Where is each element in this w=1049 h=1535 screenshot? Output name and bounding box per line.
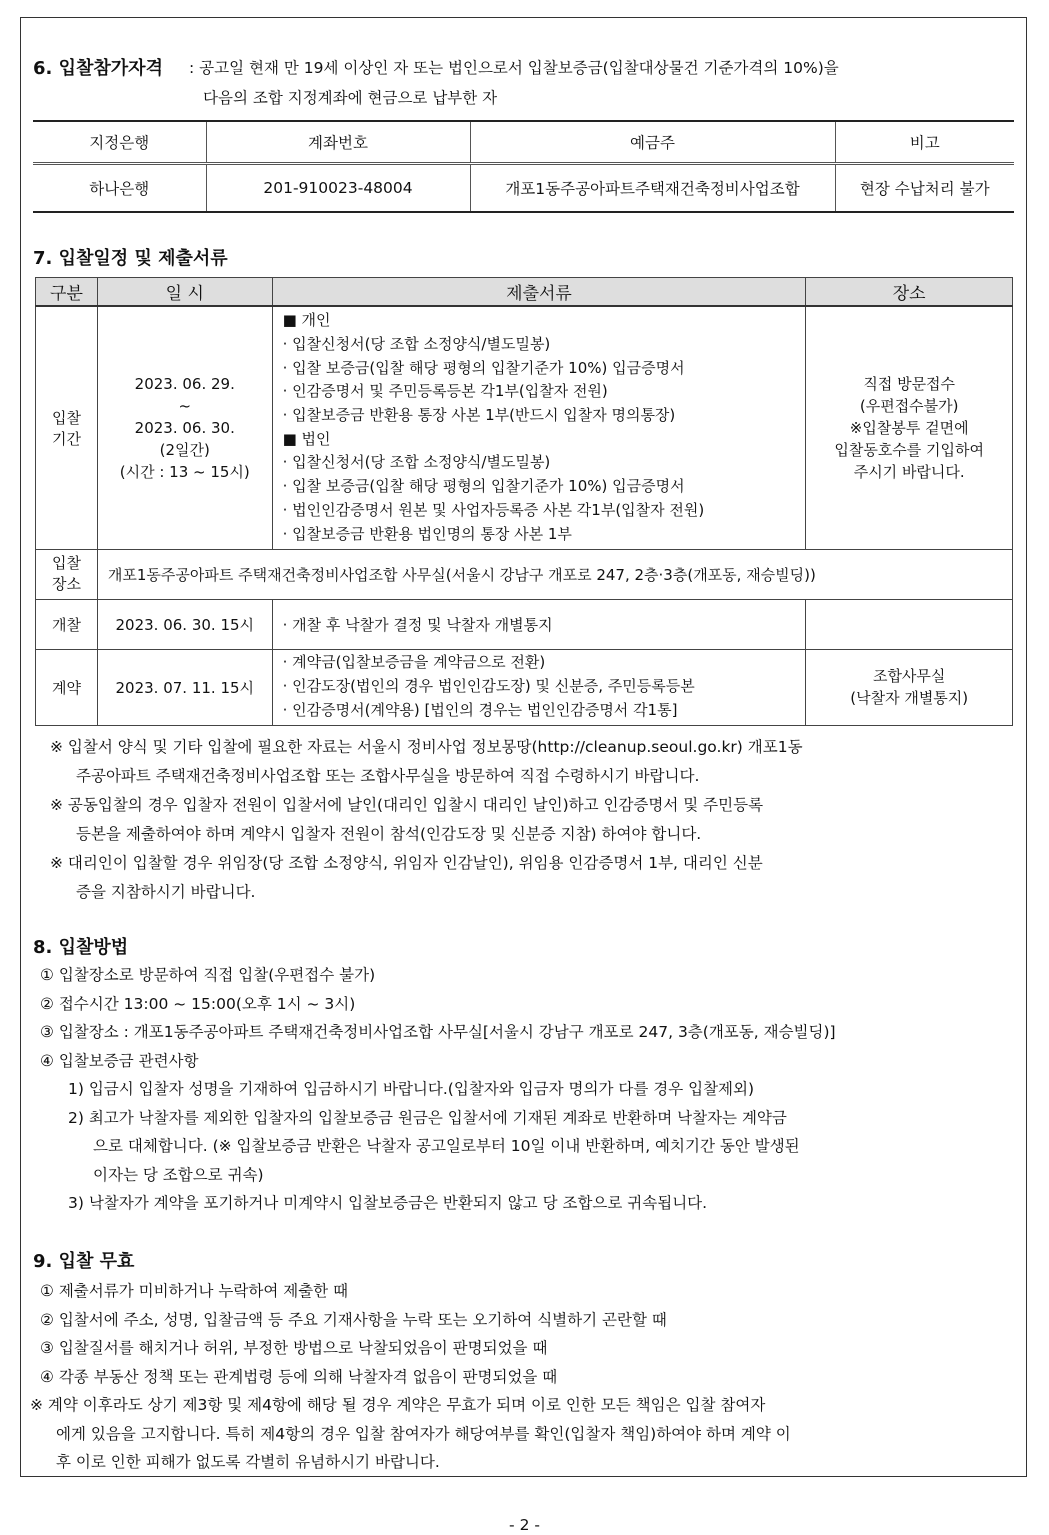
- bank-account-table: [33, 120, 1014, 213]
- invalid-item-1: ① 제출서류가 미비하거나 누락하여 제출한 때: [40, 1282, 349, 1300]
- invalid-item-4: ④ 각종 부동산 정책 또는 관계법령 등에 의해 낙찰자격 없음이 판명되었을 때: [40, 1367, 558, 1386]
- method-item-4: ④ 입찰보증금 관련사항: [40, 1051, 199, 1070]
- schedule-row-bid-period: [36, 306, 1013, 549]
- schedule-table: [35, 277, 1013, 726]
- section8-heading: 8. 입찰방법: [33, 937, 129, 958]
- invalid-note-line3: 후 이로 인한 피해가 없도록 각별히 유념하시기 바랍니다.: [56, 1453, 440, 1471]
- account-number: 201-910023-48004: [206, 164, 470, 213]
- bid-place-text: 개포1동주공아파트 주택재건축정비사업조합 사무실(서울시 강남구 개포로 247, 2층·3층(개포동, 재승빌딩)): [97, 549, 1012, 599]
- note-1-line2: 주공아파트 주택재건축정비사업조합 또는 조합사무실을 방문하여 직접 수령하시기 바랍니다.: [76, 767, 700, 785]
- account-holder: 개포1동주공아파트주택재건축정비사업조합: [470, 164, 835, 213]
- bid-period-docs: ■ 개인 · 입찰신청서(당 조합 소정양식/별도밀봉) · 입찰 보증금(입찰 해당 평형의 입찰기준가 10%) 입금증명서 · 인감증명서 및 주민등록등본 각1부(입찰자 전원) · 입찰보증금 반환용 통장 사본 1부(반드시 입찰자 명의통장) ■ 법인 · 입찰신청서(당 조합 소정양식/별도밀봉) · 입찰 보증금(입찰 해당 평형의 입찰기준가 10%) 입금증명서 · 법인인감증명서 원본 및 사업자등록증 사본 각1부(입찰자 전원) · 입찰보증금 반환용 법인명의 통장 사본 1부: [272, 306, 806, 549]
- note-3-line1: ※ 대리인이 입찰할 경우 위임장(당 조합 소정양식, 위임자 인감날인), 위임용 인감증명서 1부, 대리인 신분: [50, 854, 763, 872]
- bid-period-place: 직접 방문접수 (우편접수불가) ※입찰봉투 겉면에 입찰동호수를 기입하여 주시기 바랍니다.: [806, 306, 1013, 549]
- contract-place: 조합사무실 (낙찰자 개별통지): [806, 649, 1013, 725]
- schedule-row-bid-place: [36, 549, 1013, 599]
- section9-note: [30, 1391, 791, 1477]
- opening-docs: · 개찰 후 낙찰가 결정 및 낙찰자 개별통지: [272, 599, 806, 649]
- contract-label: 계약: [36, 649, 98, 725]
- bank-table-header: [33, 121, 1014, 164]
- bank-header-account: 계좌번호: [206, 121, 470, 164]
- opening-date: 2023. 06. 30. 15시: [97, 599, 272, 649]
- opening-place: [806, 599, 1013, 649]
- method-item-3: ③ 입찰장소 : 개포1동주공아파트 주택재건축정비사업조합 사무실[서울시 강남구 개포로 247, 3층(개포동, 재승빌딩)]: [40, 1023, 836, 1041]
- section9-items: [40, 1277, 667, 1391]
- note-2-line2: 등본을 제출하여야 하며 계약시 입찰자 전원이 참석(인감도장 및 신분증 지참) 하여야 합니다.: [76, 825, 702, 843]
- invalid-item-2: ② 입찰서에 주소, 성명, 입찰금액 등 주요 기재사항을 누락 또는 오기하여 식별하기 곤란할 때: [40, 1310, 667, 1329]
- contract-docs: · 계약금(입찰보증금을 계약금으로 전환) · 인감도장(법인의 경우 법인인감도장) 및 신분증, 주민등록등본 · 인감증명서(계약용) [법인의 경우는 법인인감증명서 각1통]: [272, 649, 806, 725]
- deposit-sub-2-line3: 이자는 당 조합으로 귀속): [93, 1165, 264, 1184]
- bank-remark: 현장 수납처리 불가: [835, 164, 1014, 213]
- page-number: - 2 -: [509, 1516, 540, 1534]
- note-2-line1: ※ 공동입찰의 경우 입찰자 전원이 입찰서에 날인(대리인 입찰시 대리인 날인)하고 인감증명서 및 주민등록: [50, 796, 764, 814]
- contract-date: 2023. 07. 11. 15시: [97, 649, 272, 725]
- deposit-sub-2-line2: 으로 대체합니다. (※ 입찰보증금 반환은 낙찰자 공고일로부터 10일 이내 반환하며, 예치기간 동안 발생된: [93, 1137, 800, 1155]
- schedule-header: [36, 278, 1013, 307]
- section6-text-line2: 다음의 조합 지정계좌에 현금으로 납부한 자: [203, 89, 498, 107]
- deposit-sub-3: 3) 낙찰자가 계약을 포기하거나 미계약시 입찰보증금은 반환되지 않고 당 조합으로 귀속됩니다.: [68, 1194, 708, 1212]
- opening-label: 개찰: [36, 599, 98, 649]
- note-3-line2: 증을 지참하시기 바랍니다.: [76, 883, 256, 901]
- bid-period-date: 2023. 06. 29. ~ 2023. 06. 30. (2일간) (시간 : 13 ~ 15시): [97, 306, 272, 549]
- bank-table-row: [33, 164, 1014, 213]
- section7-notes: [50, 733, 803, 907]
- invalid-note-line1: ※ 계약 이후라도 상기 제3항 및 제4항에 해당 될 경우 계약은 무효가 되며 이로 인한 모든 책임은 입찰 참여자: [30, 1396, 766, 1414]
- schedule-header-date: 일 시: [97, 278, 272, 307]
- section9-heading: 9. 입찰 무효: [33, 1251, 135, 1272]
- bank-header-remark: 비고: [835, 121, 1014, 164]
- schedule-row-contract: [36, 649, 1013, 725]
- schedule-header-type: 구분: [36, 278, 98, 307]
- deposit-sub-1: 1) 입금시 입찰자 성명을 기재하여 입금하시기 바랍니다.(입찰자와 입금자 명의가 다를 경우 입찰제외): [68, 1080, 755, 1098]
- bank-name: 하나은행: [33, 164, 206, 213]
- method-item-1: ① 입찰장소로 방문하여 직접 입찰(우편접수 불가): [40, 966, 376, 984]
- method-item-2: ② 접수시간 13:00 ~ 15:00(오후 1시 ~ 3시): [40, 994, 356, 1013]
- note-1-line1: ※ 입찰서 양식 및 기타 입찰에 필요한 자료는 서울시 정비사업 정보몽땅(http://cleanup.seoul.go.kr) 개포1동: [50, 738, 803, 756]
- schedule-header-docs: 제출서류: [272, 278, 806, 307]
- section7-heading: 7. 입찰일정 및 제출서류: [33, 248, 228, 269]
- bid-period-label: 입찰 기간: [36, 306, 98, 549]
- bid-place-label: 입찰 장소: [36, 549, 98, 599]
- bank-header-bank: 지정은행: [33, 121, 206, 164]
- deposit-sub-2-line1: 2) 최고가 낙찰자를 제외한 입찰자의 입찰보증금 원금은 입찰서에 기재된 계좌로 반환하며 낙찰자는 계약금: [68, 1108, 787, 1127]
- section8-items: [40, 961, 836, 1075]
- schedule-row-opening: [36, 599, 1013, 649]
- section6-heading: 6. 입찰참가자격: [33, 58, 163, 79]
- invalid-item-3: ③ 입찰질서를 해치거나 허위, 부정한 방법으로 낙찰되었음이 판명되었을 때: [40, 1339, 548, 1357]
- section6-text-line1: : 공고일 현재 만 19세 이상인 자 또는 법인으로서 입찰보증금(입찰대상물건 기준가격의 10%)을: [189, 59, 839, 77]
- schedule-header-place: 장소: [806, 278, 1013, 307]
- invalid-note-line2: 에게 있음을 고지합니다. 특히 제4항의 경우 입찰 참여자가 해당여부를 확인(입찰자 책임)하여야 하며 계약 이: [56, 1424, 791, 1443]
- deposit-subitems: [68, 1075, 800, 1218]
- bank-header-holder: 예금주: [470, 121, 835, 164]
